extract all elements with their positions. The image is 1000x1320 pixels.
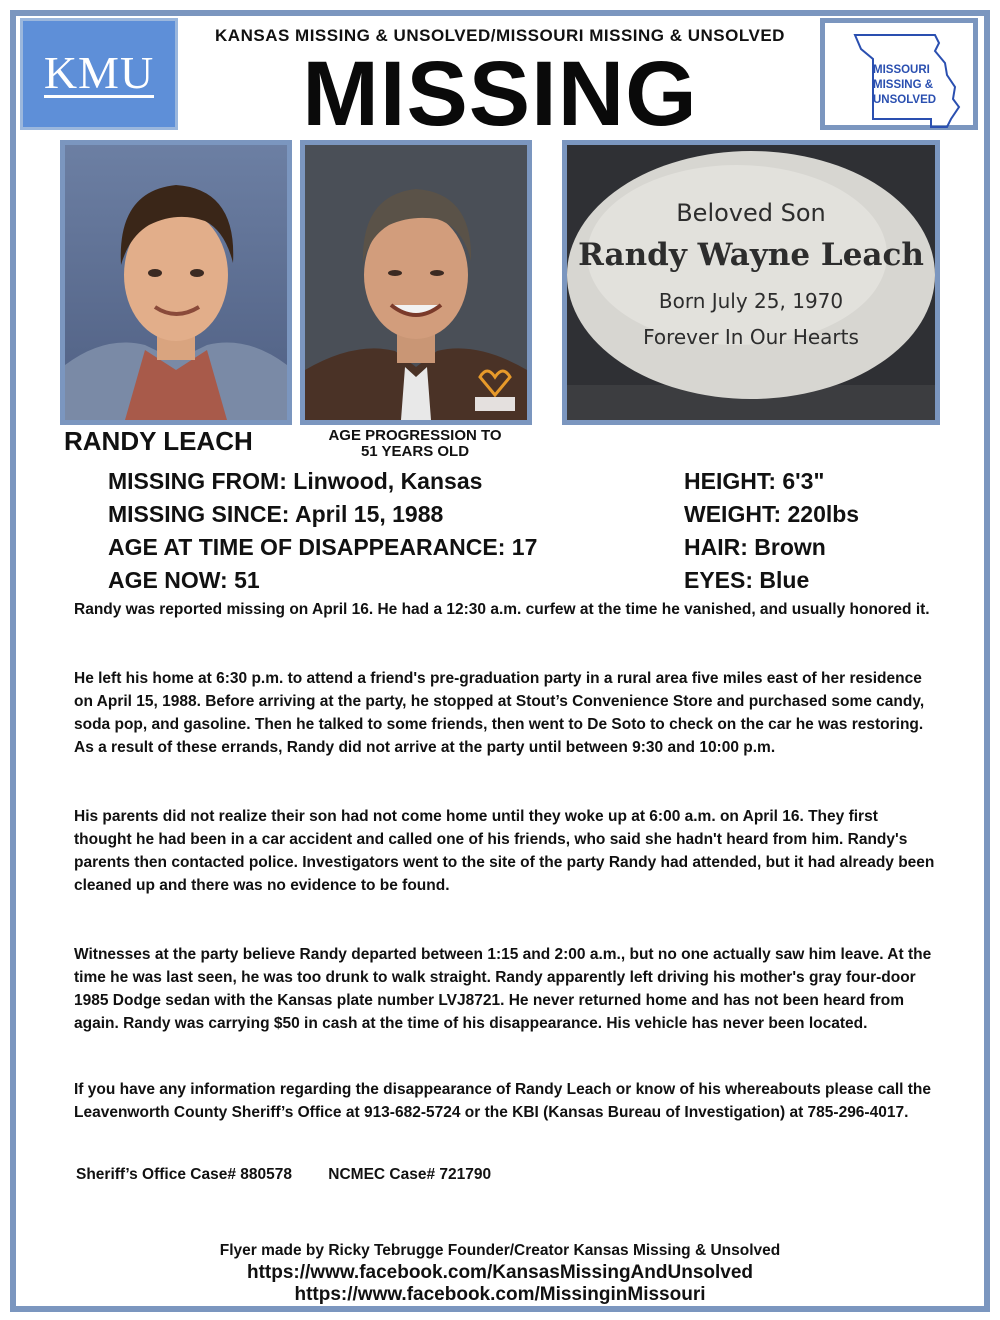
details-right	[684, 465, 859, 597]
flyer-credit: Flyer made by Ricky Tebrugge Founder/Creator Kansas Missing & Unsolved	[219, 1242, 781, 1259]
age-now: AGE NOW: 51	[108, 567, 260, 593]
missouri-logo-text: MISSOURI MISSING & UNSOLVED	[873, 64, 937, 106]
paragraph-5: If you have any information regarding the disappearance of Randy Leach or know of his whereabouts please call the Leavenworth County Sheriff’s Office at 913-682-5724 or the KBI (Kansas Bureau of Investigation) at 785-296-4017.	[74, 1081, 932, 1121]
ncmec-case-number: NCMEC Case# 721790	[328, 1166, 492, 1183]
case-numbers	[76, 1166, 491, 1184]
sheriff-case-number: Sheriff’s Office Case# 880578	[76, 1166, 292, 1183]
paragraph-2: He left his home at 6:30 p.m. to attend a friend's pre-graduation party in a rural area five miles east of her residence on April 15, 1988. Before arriving at the party, he stopped at Stout’s Convenience Store and purchased some candy, soda pop, and gasoline. Then he talked to some friends, then went to De Soto to check on the car he was restoring. As a result of these errands, Randy did not arrive at the party until between 9:30 and 10:00 p.m.	[74, 670, 925, 756]
missing-headline: MISSING	[302, 43, 698, 145]
paragraph-3: His parents did not realize their son had not come home until they woke up at 6:00 a.m. on April 16. They first thought he had been in a car accident and called one of his friends, who said she hadn't heard from him. Randy's parents then contacted police. Investigators went to the site of the party Randy had attended, but it had already been cleaned up and there was no evidence to be found.	[74, 808, 935, 894]
stone-line-1: Beloved Son	[676, 199, 826, 227]
age-progression-caption: AGE PROGRESSION TO 51 YEARS OLD	[328, 427, 502, 460]
missing-from: MISSING FROM: Linwood, Kansas	[108, 468, 483, 494]
details-left	[108, 465, 537, 597]
kmu-logo-text: KMU	[43, 46, 155, 98]
photo-randy-young	[60, 140, 292, 425]
missouri-logo	[820, 18, 978, 130]
missing-since: MISSING SINCE: April 15, 1988	[108, 501, 444, 527]
height: HEIGHT: 6'3"	[684, 468, 825, 494]
facebook-link-missouri[interactable]: https://www.facebook.com/MissinginMissouri	[294, 1284, 706, 1305]
stone-line-2: Randy Wayne Leach	[578, 237, 924, 273]
stone-line-3: Born July 25, 1970	[658, 289, 844, 313]
photo-age-progression	[300, 140, 532, 425]
weight: WEIGHT: 220lbs	[684, 501, 860, 527]
name-caption: RANDY LEACH	[64, 426, 253, 456]
eyes: EYES: Blue	[684, 567, 810, 593]
photo-memorial-stone	[562, 140, 940, 425]
age-at-disappearance: AGE AT TIME OF DISAPPEARANCE: 17	[108, 534, 538, 560]
facebook-link-kansas[interactable]: https://www.facebook.com/KansasMissingAndUnsolved	[246, 1262, 754, 1283]
stone-line-4: Forever In Our Hearts	[643, 325, 859, 349]
paragraph-4: Witnesses at the party believe Randy departed between 1:15 and 2:00 a.m., but no one actually saw him leave. At the time he was last seen, he was too drunk to walk straight. Randy apparently left driving his mother's gray four-door 1985 Dodge sedan with the Kansas plate number LVJ8721. He never returned home and has not been heard from again. Randy was carrying $50 in cash at the time of his disappearance. His vehicle has never been located.	[74, 946, 932, 1032]
hair: HAIR: Brown	[684, 534, 826, 560]
header-subtitle: KANSAS MISSING & UNSOLVED/MISSOURI MISSING & UNSOLVED	[215, 26, 785, 45]
paragraph-1: Randy was reported missing on April 16. He had a 12:30 a.m. curfew at the time he vanished, and usually honored it.	[74, 601, 930, 618]
